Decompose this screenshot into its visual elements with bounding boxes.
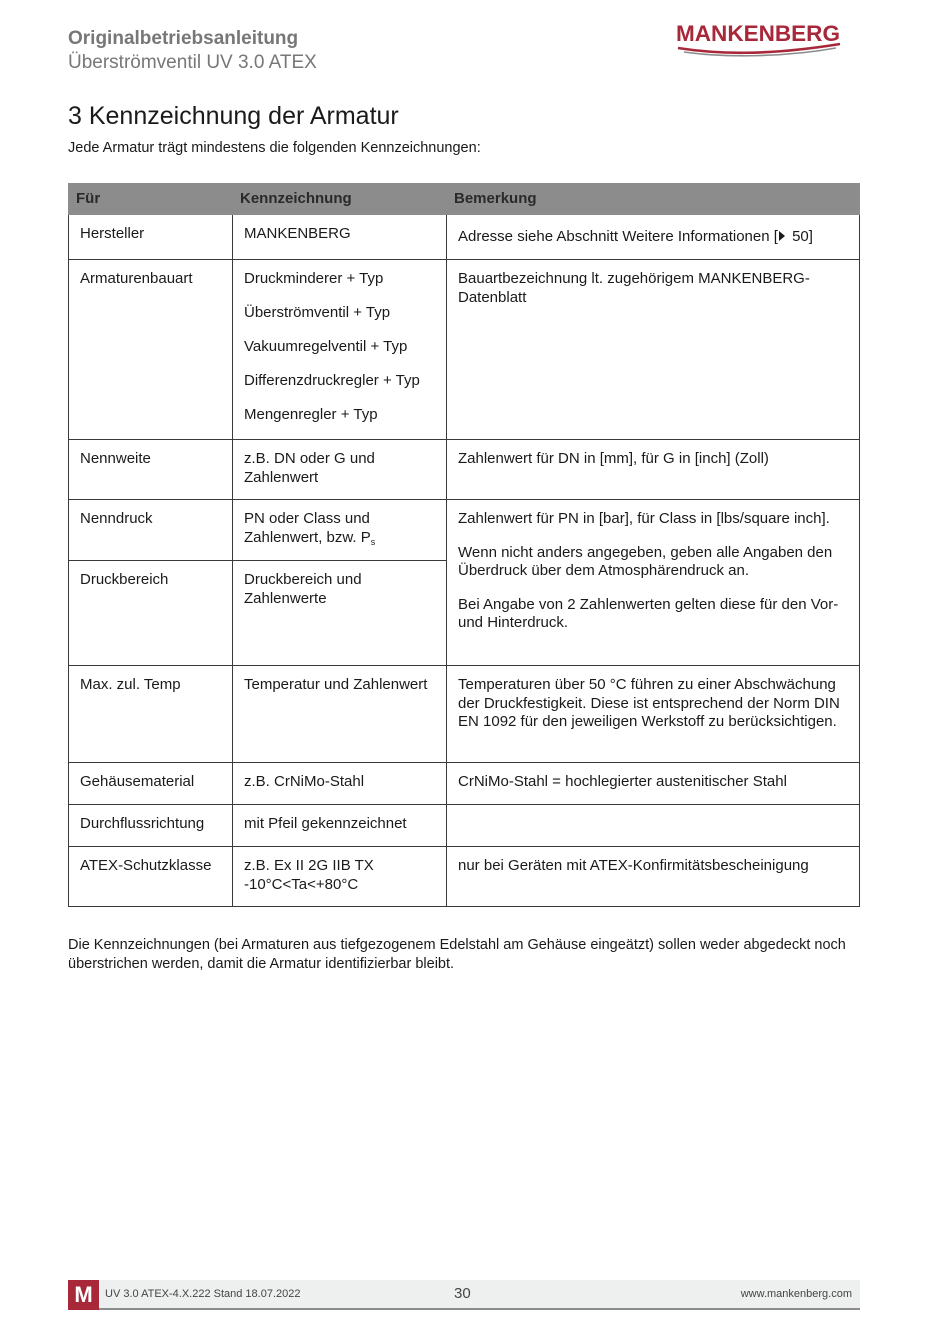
section-intro: Jede Armatur trägt mindestens die folgenden Kennzeichnungen: <box>68 140 481 156</box>
cell-bemerkung <box>447 805 860 847</box>
bemerkung-text: Adresse siehe Abschnitt Weitere Informationen [ <box>458 228 778 245</box>
cell-bemerkung: Temperaturen über 50 °C führen zu einer Abschwächung der Druckfestigkeit. Diese ist entsprechend der Norm DIN EN 1092 für den jeweiligen Werkstoff zu berücksichtigen. <box>447 666 860 763</box>
table-row <box>69 805 860 847</box>
cell-kennzeichnung: z.B. CrNiMo-Stahl <box>233 763 447 805</box>
document-title: Originalbetriebsanleitung <box>68 28 299 49</box>
column-header-kennzeichnung: Kennzeichnung <box>233 184 447 215</box>
table-row <box>69 215 860 260</box>
column-header-fuer: Für <box>69 184 233 215</box>
cell-bemerkung: nur bei Geräten mit ATEX-Konfirmitätsbescheinigung <box>447 847 860 907</box>
footer-logo: M <box>68 1280 99 1310</box>
bauart-item: Überströmventil + Typ <box>244 304 391 321</box>
bemerkung-paragraph: Bei Angabe von 2 Zahlenwerten gelten diese für den Vor- und Hinterdruck. <box>458 595 839 631</box>
page-footer <box>68 1280 860 1310</box>
subscript-s: s <box>370 536 376 547</box>
marking-table <box>68 183 860 907</box>
cell-fuer: Hersteller <box>69 215 233 260</box>
cell-bemerkung <box>447 500 860 666</box>
table-row <box>69 440 860 500</box>
cell-kennzeichnung: z.B. DN oder G und Zahlenwert <box>233 440 447 500</box>
footer-website: www.mankenberg.com <box>740 1288 852 1300</box>
bauart-item: Vakuumregelventil + Typ <box>244 338 408 355</box>
page-reference-arrow-icon <box>779 231 785 241</box>
table-row <box>69 500 860 561</box>
bauart-item: Mengenregler + Typ <box>244 406 378 423</box>
svg-text:MANKENBERG: MANKENBERG <box>676 21 840 46</box>
bemerkung-paragraph: Wenn nicht anders angegeben, geben alle Angaben den Überdruck über dem Atmosphärendruck an. <box>458 543 833 579</box>
cell-kennzeichnung: z.B. Ex II 2G IIB TX -10°C<Ta<+80°C <box>233 847 447 907</box>
cell-fuer: Nennweite <box>69 440 233 500</box>
cell-kennzeichnung: Temperatur und Zahlenwert <box>233 666 447 763</box>
cell-kennzeichnung: Druckbereich und Zahlenwerte <box>233 561 447 666</box>
page-number: 30 <box>454 1285 471 1302</box>
table-row <box>69 847 860 907</box>
bemerkung-page-ref: 50] <box>787 228 813 245</box>
cell-fuer: Durchflussrichtung <box>69 805 233 847</box>
bauart-item: Differenzdruckregler + Typ <box>244 372 420 389</box>
column-header-bemerkung: Bemerkung <box>447 184 860 215</box>
cell-fuer: Max. zul. Temp <box>69 666 233 763</box>
table-row <box>69 763 860 805</box>
cell-bemerkung: CrNiMo-Stahl = hochlegierter austenitischer Stahl <box>447 763 860 805</box>
footer-doc-ref: UV 3.0 ATEX-4.X.222 Stand 18.07.2022 <box>105 1288 301 1300</box>
mankenberg-logo <box>676 20 842 62</box>
cell-kennzeichnung: MANKENBERG <box>233 215 447 260</box>
closing-paragraph: Die Kennzeichnungen (bei Armaturen aus tiefgezogenem Edelstahl am Gehäuse eingeätzt) sollen weder abgedeckt noch überstrichen werden, damit die Armatur identifizierbar bleibt. <box>68 937 846 972</box>
cell-fuer: Gehäusematerial <box>69 763 233 805</box>
bauart-item: Druckminderer + Typ <box>244 270 384 287</box>
table-row <box>69 260 860 440</box>
bemerkung-paragraph: Zahlenwert für PN in [bar], für Class in [lbs/square inch]. <box>458 510 830 527</box>
cell-fuer: Nenndruck <box>69 500 233 561</box>
cell-kennzeichnung <box>233 260 447 440</box>
cell-fuer: ATEX-Schutzklasse <box>69 847 233 907</box>
cell-kennzeichnung: mit Pfeil gekennzeichnet <box>233 805 447 847</box>
cell-bemerkung: Zahlenwert für DN in [mm], für G in [inch] (Zoll) <box>447 440 860 500</box>
kennzeichnung-text: PN oder Class und Zahlenwert, bzw. P <box>244 510 371 546</box>
table-row <box>69 666 860 763</box>
cell-bemerkung: Bauartbezeichnung lt. zugehörigem MANKENBERG-Datenblatt <box>447 260 860 440</box>
section-heading: 3 Kennzeichnung der Armatur <box>68 102 399 130</box>
logo-graphic <box>676 20 842 62</box>
cell-kennzeichnung <box>233 500 447 561</box>
document-subtitle: Überströmventil UV 3.0 ATEX <box>68 52 317 73</box>
cell-fuer: Armaturenbauart <box>69 260 233 440</box>
cell-fuer: Druckbereich <box>69 561 233 666</box>
cell-bemerkung <box>447 215 860 260</box>
table-header-row <box>69 184 860 215</box>
